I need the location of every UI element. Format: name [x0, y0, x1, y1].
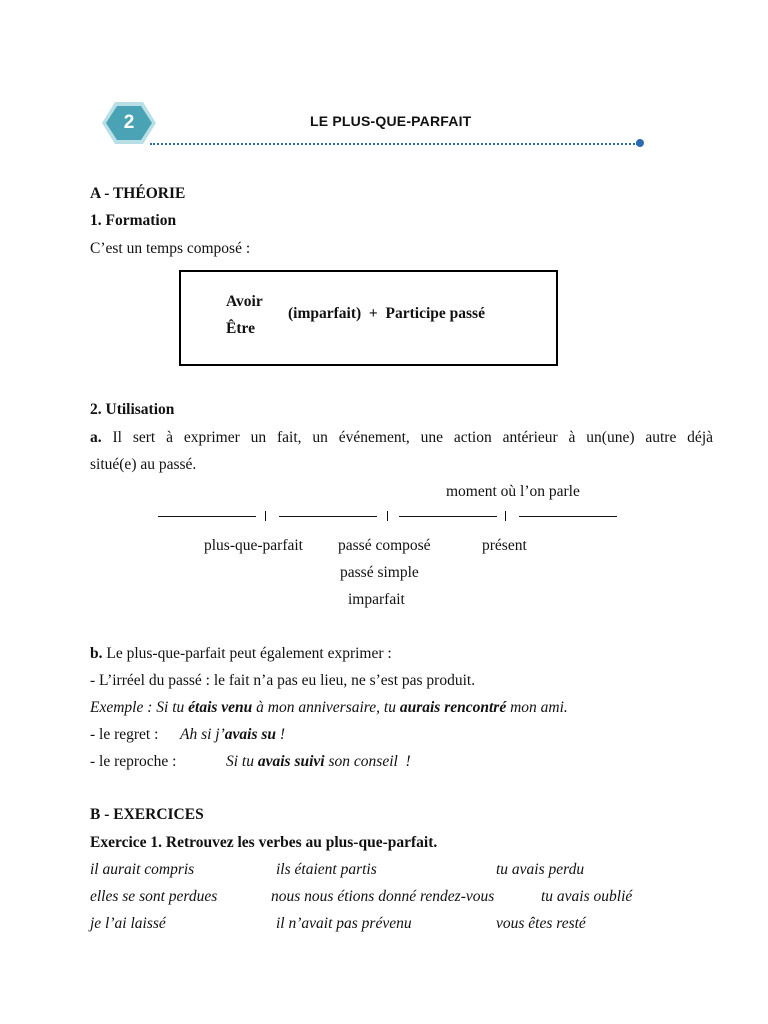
point-a-label: a.	[90, 429, 102, 446]
exercise-item: il aurait compris	[90, 861, 195, 878]
utilisation-a-line2: situé(e) au passé.	[90, 456, 197, 473]
timeline-label-present: présent	[482, 537, 527, 554]
section-a-title: A - THÉORIE	[90, 185, 186, 202]
regret-prefix: Ah si j’	[180, 726, 225, 743]
exercise-item: tu avais oublié	[541, 888, 633, 905]
timeline-tick	[505, 511, 506, 521]
reproche-suffix: son conseil !	[324, 753, 411, 770]
irreel-du-passe: - L’irréel du passé : le fait n’a pas eu lieu, ne s’est pas produit.	[90, 672, 476, 689]
exercise-item: je l’ai laissé	[90, 915, 166, 932]
timeline-segment	[519, 516, 617, 517]
timeline-label-plus-que-parfait: plus-que-parfait	[204, 537, 303, 554]
page-title: LE PLUS-QUE-PARFAIT	[310, 113, 472, 129]
timeline-tick	[265, 511, 266, 521]
reproche-verb: avais suivi	[257, 753, 325, 770]
timeline-label-imparfait: imparfait	[348, 591, 405, 608]
timeline-segment	[399, 516, 497, 517]
auxiliary-avoir: Avoir	[226, 293, 263, 310]
regret-suffix: !	[276, 726, 286, 743]
reproche-label: - le reproche :	[90, 753, 177, 770]
auxiliary-etre: Être	[226, 320, 255, 337]
regret-example	[180, 726, 285, 744]
formation-intro: C’est un temps composé :	[90, 240, 251, 257]
utilisation-heading: 2. Utilisation	[90, 401, 175, 418]
example-verb-aurais-rencontre: aurais rencontré	[399, 699, 507, 716]
exercise-item: elles se sont perdues	[90, 888, 218, 905]
regret-label: - le regret :	[90, 726, 159, 743]
example-verb-etais-venu: étais venu	[188, 699, 253, 716]
regret-verb: avais su	[224, 726, 277, 743]
reproche-prefix: Si tu	[226, 753, 258, 770]
timeline-segment	[158, 516, 256, 517]
reproche-example	[226, 753, 411, 771]
section-number: 2	[123, 112, 135, 133]
point-b-text: Le plus-que-parfait peut également exprimer :	[106, 645, 392, 662]
example-prefix: Exemple : Si tu	[90, 699, 189, 716]
timeline-segment	[279, 516, 377, 517]
exercise-item: tu avais perdu	[496, 861, 585, 878]
point-b-label: b.	[90, 645, 103, 662]
example-sentence	[90, 699, 568, 717]
exercise-item: nous nous étions donné rendez-vous	[271, 888, 495, 905]
exercise-item: vous êtes resté	[496, 915, 586, 932]
timeline-label-passe-simple: passé simple	[340, 564, 419, 581]
utilisation-a-line1	[90, 429, 713, 447]
header-dotted-rule	[150, 143, 638, 145]
formation-heading: 1. Formation	[90, 212, 177, 229]
utilisation-b-line	[90, 645, 392, 663]
point-a-text: Il sert à exprimer un fait, un événement, une action antérieur à un(une) autre déjà	[112, 429, 713, 446]
timeline-top-label: moment où l’on parle	[446, 483, 580, 500]
exercise-1-title: Exercice 1. Retrouvez les verbes au plus-que-parfait.	[90, 834, 438, 851]
timeline-label-passe-compose: passé composé	[338, 537, 431, 554]
example-suffix: mon ami.	[506, 699, 568, 716]
exercise-item: il n’avait pas prévenu	[276, 915, 412, 932]
timeline-tick	[387, 511, 388, 521]
example-middle: à mon anniversaire, tu	[252, 699, 400, 716]
formation-formula: (imparfait) + Participe passé	[288, 305, 485, 322]
exercise-item: ils étaient partis	[276, 861, 377, 878]
section-b-title: B - EXERCICES	[90, 806, 204, 823]
header-rule-endpoint	[636, 139, 644, 147]
